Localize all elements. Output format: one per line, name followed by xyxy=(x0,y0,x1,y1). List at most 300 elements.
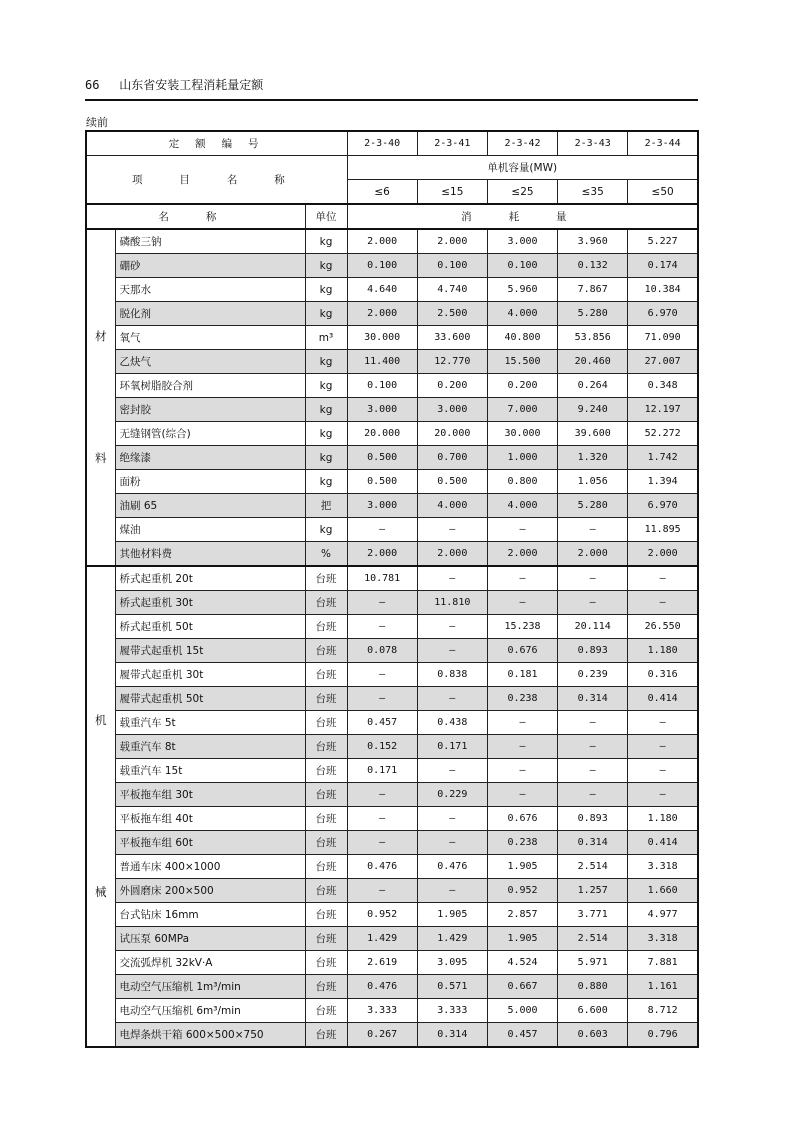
item-name: 载重汽车 8t xyxy=(115,735,305,759)
consumption-value: 6.970 xyxy=(628,302,698,326)
machine-row xyxy=(86,711,698,735)
item-unit: 台班 xyxy=(305,639,347,663)
consumption-value: 1.905 xyxy=(487,855,557,879)
item-unit: 台班 xyxy=(305,759,347,783)
capacity-title-row xyxy=(86,156,698,180)
material-row xyxy=(86,254,698,278)
consumption-value: 0.100 xyxy=(487,254,557,278)
item-unit: 台班 xyxy=(305,615,347,639)
consumption-value: — xyxy=(558,783,628,807)
consumption-value: 0.603 xyxy=(558,1023,628,1048)
item-name: 载重汽车 15t xyxy=(115,759,305,783)
item-name: 试压泵 60MPa xyxy=(115,927,305,951)
page-number: 66 xyxy=(85,78,100,92)
material-row xyxy=(86,446,698,470)
item-unit: 台班 xyxy=(305,999,347,1023)
item-name: 脱化剂 xyxy=(115,302,305,326)
consumption-value: 11.810 xyxy=(417,591,487,615)
consumption-value: 0.676 xyxy=(487,807,557,831)
consumption-value: 53.856 xyxy=(558,326,628,350)
consumption-value: 0.571 xyxy=(417,975,487,999)
consumption-value: 0.500 xyxy=(417,470,487,494)
consumption-value: — xyxy=(558,759,628,783)
consumption-value: — xyxy=(347,591,417,615)
consumption-value: 8.712 xyxy=(628,999,698,1023)
consumption-value: 0.838 xyxy=(417,663,487,687)
consumption-value: — xyxy=(347,615,417,639)
consumption-value: 15.238 xyxy=(487,615,557,639)
consumption-value: 1.429 xyxy=(347,927,417,951)
consumption-value: 0.800 xyxy=(487,470,557,494)
consumption-value: 3.771 xyxy=(558,903,628,927)
machine-row xyxy=(86,1023,698,1048)
consumption-value: 1.660 xyxy=(628,879,698,903)
consumption-value: 20.000 xyxy=(347,422,417,446)
consumption-value: 20.460 xyxy=(558,350,628,374)
consumption-value: — xyxy=(417,615,487,639)
item-name: 煤油 xyxy=(115,518,305,542)
consumption-value: 4.000 xyxy=(487,494,557,518)
consumption-value: 10.384 xyxy=(628,278,698,302)
consumption-value: 2.000 xyxy=(417,229,487,254)
item-unit: m³ xyxy=(305,326,347,350)
machine-row xyxy=(86,783,698,807)
item-unit: 台班 xyxy=(305,855,347,879)
consumption-value: 1.742 xyxy=(628,446,698,470)
consumption-value: 0.476 xyxy=(347,855,417,879)
item-unit: kg xyxy=(305,446,347,470)
consumption-value: 4.000 xyxy=(417,494,487,518)
item-name: 桥式起重机 20t xyxy=(115,566,305,591)
consumption-value: — xyxy=(487,518,557,542)
consumption-value: — xyxy=(417,759,487,783)
item-name: 桥式起重机 50t xyxy=(115,615,305,639)
machine-row xyxy=(86,879,698,903)
item-name: 电焊条烘干箱 600×500×750 xyxy=(115,1023,305,1048)
item-unit: 台班 xyxy=(305,663,347,687)
consumption-value: 3.333 xyxy=(347,999,417,1023)
item-name: 台式钻床 16mm xyxy=(115,903,305,927)
item-unit: 把 xyxy=(305,494,347,518)
consumption-value: 3.000 xyxy=(487,229,557,254)
consumption-value: 1.000 xyxy=(487,446,557,470)
consumption-value: 0.152 xyxy=(347,735,417,759)
consumption-value: — xyxy=(417,879,487,903)
consumption-value: 39.600 xyxy=(558,422,628,446)
material-row xyxy=(86,278,698,302)
consumption-value: 0.174 xyxy=(628,254,698,278)
consumption-value: 0.796 xyxy=(628,1023,698,1048)
consumption-value: 0.500 xyxy=(347,470,417,494)
consumption-value: 3.000 xyxy=(347,494,417,518)
item-name: 无缝钢管(综合) xyxy=(115,422,305,446)
capacity-label: 单机容量(MW) xyxy=(347,156,698,180)
consumption-value: 0.457 xyxy=(487,1023,557,1048)
consumption-value: 0.476 xyxy=(417,855,487,879)
consumption-value: 1.905 xyxy=(417,903,487,927)
consumption-value: 27.007 xyxy=(628,350,698,374)
consumption-value: 3.318 xyxy=(628,927,698,951)
consumption-value: 1.394 xyxy=(628,470,698,494)
item-unit: kg xyxy=(305,470,347,494)
machine-row xyxy=(86,735,698,759)
item-unit: kg xyxy=(305,254,347,278)
consumption-value: 12.197 xyxy=(628,398,698,422)
item-name: 平板拖车组 40t xyxy=(115,807,305,831)
material-row xyxy=(86,326,698,350)
item-unit: kg xyxy=(305,302,347,326)
machine-row xyxy=(86,975,698,999)
category-char: 机 xyxy=(95,713,107,727)
quota-code: 2-3-42 xyxy=(487,131,557,156)
item-name: 电动空气压缩机 6m³/min xyxy=(115,999,305,1023)
consumption-value: 20.000 xyxy=(417,422,487,446)
consumption-value: 2.619 xyxy=(347,951,417,975)
name-column-header: 名 称 xyxy=(86,204,305,229)
item-unit: 台班 xyxy=(305,783,347,807)
machine-row xyxy=(86,951,698,975)
consumption-value: 6.600 xyxy=(558,999,628,1023)
consumption-value: — xyxy=(558,566,628,591)
item-name: 硼砂 xyxy=(115,254,305,278)
item-name: 平板拖车组 30t xyxy=(115,783,305,807)
consumption-value: 2.000 xyxy=(417,542,487,567)
item-unit: 台班 xyxy=(305,903,347,927)
item-unit: 台班 xyxy=(305,951,347,975)
consumption-value: 2.000 xyxy=(558,542,628,567)
consumption-value: — xyxy=(347,663,417,687)
item-name: 油刷 65 xyxy=(115,494,305,518)
material-row xyxy=(86,470,698,494)
consumption-value: 2.000 xyxy=(347,302,417,326)
capacity-value: ≤25 xyxy=(487,180,557,205)
consumption-value: — xyxy=(558,735,628,759)
consumption-value: 7.867 xyxy=(558,278,628,302)
continued-label: 续前 xyxy=(86,116,108,129)
consumption-value: 1.905 xyxy=(487,927,557,951)
consumption-value: — xyxy=(347,807,417,831)
consumption-value: 1.320 xyxy=(558,446,628,470)
item-name: 交流弧焊机 32kV·A xyxy=(115,951,305,975)
consumption-value: — xyxy=(628,735,698,759)
material-row xyxy=(86,350,698,374)
consumption-value: 0.267 xyxy=(347,1023,417,1048)
consumption-value: 0.893 xyxy=(558,807,628,831)
column-header-row xyxy=(86,204,698,229)
machine-row xyxy=(86,615,698,639)
consumption-value: 3.318 xyxy=(628,855,698,879)
machine-row xyxy=(86,687,698,711)
consumption-value: 3.960 xyxy=(558,229,628,254)
consumption-value: 0.078 xyxy=(347,639,417,663)
consumption-value: 0.476 xyxy=(347,975,417,999)
consumption-value: 0.238 xyxy=(487,687,557,711)
item-unit: kg xyxy=(305,350,347,374)
consumption-value: 3.000 xyxy=(417,398,487,422)
item-unit: 台班 xyxy=(305,591,347,615)
consumption-value: 5.000 xyxy=(487,999,557,1023)
consumption-value: 0.414 xyxy=(628,831,698,855)
consumption-value: 0.952 xyxy=(487,879,557,903)
consumption-value: 2.000 xyxy=(347,229,417,254)
consumption-column-header: 消 耗 量 xyxy=(347,204,698,229)
consumption-value: 9.240 xyxy=(558,398,628,422)
consumption-value: 0.239 xyxy=(558,663,628,687)
machine-row xyxy=(86,903,698,927)
consumption-value: 33.600 xyxy=(417,326,487,350)
item-name: 履带式起重机 30t xyxy=(115,663,305,687)
consumption-value: 1.161 xyxy=(628,975,698,999)
machine-row xyxy=(86,999,698,1023)
consumption-value: 15.500 xyxy=(487,350,557,374)
consumption-value: — xyxy=(347,879,417,903)
machine-row xyxy=(86,807,698,831)
item-unit: kg xyxy=(305,374,347,398)
consumption-value: 26.550 xyxy=(628,615,698,639)
consumption-value: 6.970 xyxy=(628,494,698,518)
consumption-value: 0.500 xyxy=(347,446,417,470)
item-name: 磷酸三钠 xyxy=(115,229,305,254)
material-row xyxy=(86,518,698,542)
consumption-value: — xyxy=(417,807,487,831)
item-name: 绝缘漆 xyxy=(115,446,305,470)
consumption-value: 0.438 xyxy=(417,711,487,735)
consumption-value: 0.181 xyxy=(487,663,557,687)
quota-code-row xyxy=(86,131,698,156)
machines-category-label xyxy=(86,566,115,1047)
consumption-value: — xyxy=(417,687,487,711)
item-name: 履带式起重机 50t xyxy=(115,687,305,711)
consumption-value: 0.893 xyxy=(558,639,628,663)
item-name: 乙炔气 xyxy=(115,350,305,374)
consumption-value: — xyxy=(628,711,698,735)
consumption-value: 2.000 xyxy=(628,542,698,567)
machine-row xyxy=(86,831,698,855)
consumption-value: — xyxy=(347,518,417,542)
capacity-value: ≤6 xyxy=(347,180,417,205)
consumption-value: — xyxy=(417,831,487,855)
consumption-value: 3.000 xyxy=(347,398,417,422)
item-name: 电动空气压缩机 1m³/min xyxy=(115,975,305,999)
machine-row xyxy=(86,855,698,879)
consumption-value: 2.500 xyxy=(417,302,487,326)
consumption-value: 0.314 xyxy=(558,831,628,855)
consumption-value: 0.314 xyxy=(558,687,628,711)
consumption-value: 1.180 xyxy=(628,807,698,831)
machine-row xyxy=(86,663,698,687)
category-char: 料 xyxy=(95,450,107,465)
quota-table xyxy=(85,130,699,1048)
consumption-value: — xyxy=(487,759,557,783)
consumption-value: — xyxy=(347,783,417,807)
consumption-value: — xyxy=(417,518,487,542)
consumption-value: 0.457 xyxy=(347,711,417,735)
item-name: 氧气 xyxy=(115,326,305,350)
item-unit: 台班 xyxy=(305,975,347,999)
consumption-value: 0.238 xyxy=(487,831,557,855)
consumption-value: 11.895 xyxy=(628,518,698,542)
item-unit: kg xyxy=(305,422,347,446)
unit-column-header: 单位 xyxy=(305,204,347,229)
book-title: 山东省安装工程消耗量定额 xyxy=(119,78,264,92)
consumption-value: — xyxy=(487,566,557,591)
item-name: 环氧树脂胶合剂 xyxy=(115,374,305,398)
consumption-value: 52.272 xyxy=(628,422,698,446)
consumption-value: 0.414 xyxy=(628,687,698,711)
consumption-value: 0.314 xyxy=(417,1023,487,1048)
consumption-value: 3.333 xyxy=(417,999,487,1023)
consumption-value: 4.740 xyxy=(417,278,487,302)
consumption-value: — xyxy=(487,783,557,807)
consumption-value: 0.667 xyxy=(487,975,557,999)
item-name: 面粉 xyxy=(115,470,305,494)
capacity-value: ≤15 xyxy=(417,180,487,205)
consumption-value: 20.114 xyxy=(558,615,628,639)
machine-row xyxy=(86,639,698,663)
consumption-value: 10.781 xyxy=(347,566,417,591)
consumption-value: 7.000 xyxy=(487,398,557,422)
consumption-value: 0.676 xyxy=(487,639,557,663)
consumption-value: 40.800 xyxy=(487,326,557,350)
item-unit: 台班 xyxy=(305,879,347,903)
consumption-value: — xyxy=(628,759,698,783)
machine-row xyxy=(86,591,698,615)
consumption-value: 0.316 xyxy=(628,663,698,687)
consumption-value: — xyxy=(558,711,628,735)
consumption-value: 0.348 xyxy=(628,374,698,398)
consumption-value: 2.000 xyxy=(347,542,417,567)
consumption-value: 1.429 xyxy=(417,927,487,951)
item-unit: 台班 xyxy=(305,807,347,831)
item-unit: kg xyxy=(305,229,347,254)
machine-row xyxy=(86,566,698,591)
item-unit: kg xyxy=(305,278,347,302)
item-name: 平板拖车组 60t xyxy=(115,831,305,855)
item-unit: 台班 xyxy=(305,687,347,711)
consumption-value: 0.171 xyxy=(347,759,417,783)
consumption-value: — xyxy=(628,783,698,807)
item-unit: 台班 xyxy=(305,735,347,759)
item-unit: 台班 xyxy=(305,831,347,855)
quota-code: 2-3-44 xyxy=(628,131,698,156)
quota-code-label: 定 额 编 号 xyxy=(86,131,347,156)
consumption-value: 0.952 xyxy=(347,903,417,927)
consumption-value: 1.257 xyxy=(558,879,628,903)
capacity-value: ≤50 xyxy=(628,180,698,205)
item-unit: % xyxy=(305,542,347,567)
consumption-value: 5.280 xyxy=(558,302,628,326)
consumption-value: — xyxy=(347,687,417,711)
consumption-value: 0.100 xyxy=(347,374,417,398)
item-name: 外圆磨床 200×500 xyxy=(115,879,305,903)
consumption-value: 0.100 xyxy=(417,254,487,278)
material-row xyxy=(86,229,698,254)
consumption-value: 3.095 xyxy=(417,951,487,975)
item-unit: 台班 xyxy=(305,711,347,735)
material-row xyxy=(86,422,698,446)
consumption-value: — xyxy=(487,735,557,759)
item-name: 普通车床 400×1000 xyxy=(115,855,305,879)
item-name: 载重汽车 5t xyxy=(115,711,305,735)
consumption-value: 2.514 xyxy=(558,927,628,951)
category-char: 材 xyxy=(95,329,107,343)
item-name: 密封胶 xyxy=(115,398,305,422)
item-name: 桥式起重机 30t xyxy=(115,591,305,615)
consumption-value: 0.171 xyxy=(417,735,487,759)
consumption-value: 11.400 xyxy=(347,350,417,374)
consumption-value: 0.132 xyxy=(558,254,628,278)
capacity-value: ≤35 xyxy=(558,180,628,205)
material-row xyxy=(86,374,698,398)
consumption-value: 7.881 xyxy=(628,951,698,975)
consumption-value: 12.770 xyxy=(417,350,487,374)
materials-category-label xyxy=(86,229,115,566)
item-name: 其他材料费 xyxy=(115,542,305,567)
material-row xyxy=(86,398,698,422)
page-header xyxy=(85,76,263,93)
consumption-value: 30.000 xyxy=(487,422,557,446)
quota-code: 2-3-43 xyxy=(558,131,628,156)
item-name: 履带式起重机 15t xyxy=(115,639,305,663)
consumption-value: — xyxy=(558,591,628,615)
consumption-value: 0.700 xyxy=(417,446,487,470)
consumption-value: 0.229 xyxy=(417,783,487,807)
item-name: 天那水 xyxy=(115,278,305,302)
consumption-value: — xyxy=(628,566,698,591)
consumption-value: 2.857 xyxy=(487,903,557,927)
consumption-value: 5.971 xyxy=(558,951,628,975)
consumption-value: — xyxy=(628,591,698,615)
consumption-value: 30.000 xyxy=(347,326,417,350)
consumption-value: 2.514 xyxy=(558,855,628,879)
item-unit: kg xyxy=(305,398,347,422)
consumption-value: 5.280 xyxy=(558,494,628,518)
header-rule xyxy=(85,99,698,101)
consumption-value: 0.264 xyxy=(558,374,628,398)
quota-code: 2-3-41 xyxy=(417,131,487,156)
consumption-value: 5.227 xyxy=(628,229,698,254)
quota-code: 2-3-40 xyxy=(347,131,417,156)
consumption-value: 0.200 xyxy=(417,374,487,398)
consumption-value: 71.090 xyxy=(628,326,698,350)
consumption-value: 0.100 xyxy=(347,254,417,278)
consumption-value: 4.000 xyxy=(487,302,557,326)
item-name-label: 项 目 名 称 xyxy=(86,156,347,205)
machine-row xyxy=(86,759,698,783)
consumption-value: — xyxy=(417,639,487,663)
consumption-value: 0.200 xyxy=(487,374,557,398)
consumption-value: — xyxy=(487,711,557,735)
material-row xyxy=(86,494,698,518)
item-unit: 台班 xyxy=(305,927,347,951)
material-row xyxy=(86,302,698,326)
consumption-value: 4.640 xyxy=(347,278,417,302)
consumption-value: 1.180 xyxy=(628,639,698,663)
consumption-value: 2.000 xyxy=(487,542,557,567)
consumption-value: — xyxy=(417,566,487,591)
item-unit: kg xyxy=(305,518,347,542)
item-unit: 台班 xyxy=(305,1023,347,1048)
consumption-value: 5.960 xyxy=(487,278,557,302)
consumption-value: 1.056 xyxy=(558,470,628,494)
item-unit: 台班 xyxy=(305,566,347,591)
consumption-value: — xyxy=(487,591,557,615)
machine-row xyxy=(86,927,698,951)
category-char: 械 xyxy=(95,884,107,899)
consumption-value: 4.524 xyxy=(487,951,557,975)
consumption-value: — xyxy=(558,518,628,542)
consumption-value: 4.977 xyxy=(628,903,698,927)
